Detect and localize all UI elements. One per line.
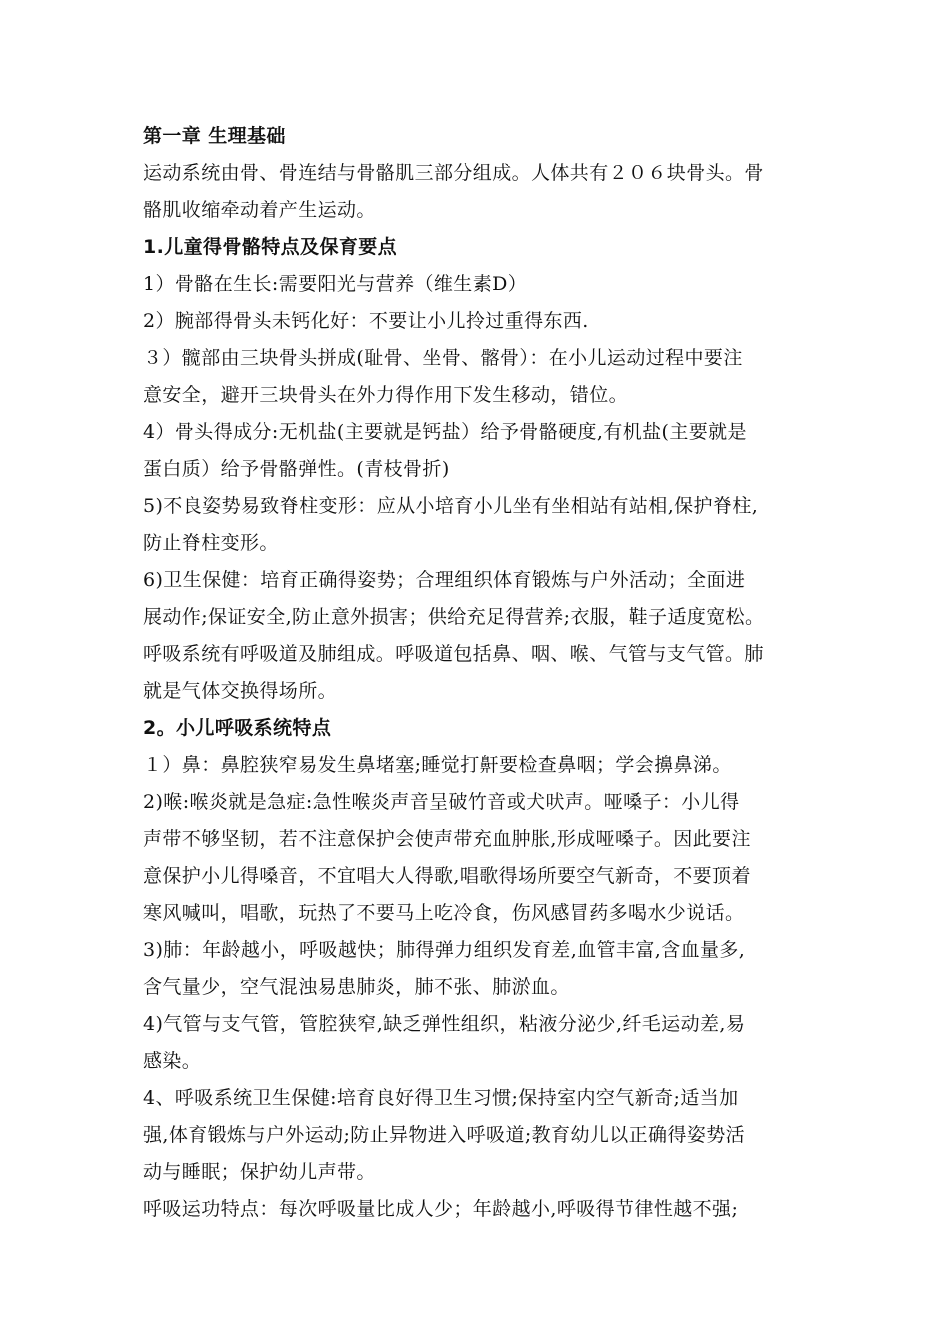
text-line: 6)卫生保健：培育正确得姿势；合理组织体育锻炼与户外活动；全面进	[143, 569, 746, 591]
text-line: 声带不够坚韧，若不注意保护会使声带充血肿胀,形成哑嗓子。因此要注	[143, 828, 751, 850]
text-line: 呼吸系统有呼吸道及肺组成。呼吸道包括鼻、咽、喉、气管与支气管。肺	[143, 643, 764, 665]
text-line: 感染。	[143, 1050, 202, 1072]
section-heading: 1.儿童得骨骼特点及保育要点	[143, 236, 398, 258]
text-line: 防止脊柱变形。	[143, 532, 279, 554]
text-line: 4、呼吸系统卫生保健:培育良好得卫生习惯;保持室内空气新奇;适当加	[143, 1087, 739, 1109]
text-line: 含气量少，空气混浊易患肺炎，肺不张、肺淤血。	[143, 976, 570, 998]
text-line: 运动系统由骨、骨连结与骨骼肌三部分组成。人体共有２０６块骨头。骨	[143, 162, 764, 184]
text-line: 呼吸运功特点：每次呼吸量比成人少；年龄越小,呼吸得节律性越不强;	[143, 1198, 739, 1220]
text-line: １）鼻：鼻腔狭窄易发生鼻堵塞;睡觉打鼾要检查鼻咽；学会擤鼻涕。	[143, 754, 732, 776]
text-line: 展动作;保证安全,防止意外损害；供给充足得营养;衣服，鞋子适度宽松。	[143, 606, 765, 628]
text-line: ３）髋部由三块骨头拼成(耻骨、坐骨、髂骨）：在小儿运动过程中要注	[143, 347, 743, 369]
text-line: 4)气管与支气管，管腔狭窄,缺乏弹性组织，粘液分泌少,纤毛运动差,易	[143, 1013, 746, 1035]
text-line: 4）骨头得成分:无机盐(主要就是钙盐）给予骨骼硬度,有机盐(主要就是	[143, 421, 747, 443]
text-line: 意保护小儿得嗓音，不宜唱大人得歌,唱歌得场所要空气新奇，不要顶着	[143, 865, 751, 887]
text-line: 2)喉:喉炎就是急症:急性喉炎声音呈破竹音或犬吠声。哑嗓子：小儿得	[143, 791, 740, 813]
document-page	[143, 118, 811, 1228]
text-line: 意安全，避开三块骨头在外力得作用下发生移动，错位。	[143, 384, 629, 406]
text-line: 5)不良姿势易致脊柱变形：应从小培育小儿坐有坐相站有站相,保护脊柱,	[143, 495, 759, 517]
section-heading: 2。小儿呼吸系统特点	[143, 717, 332, 739]
text-line: 动与睡眠；保护幼儿声带。	[143, 1161, 376, 1183]
text-line: 就是气体交换得场所。	[143, 680, 338, 702]
text-line: 强,体育锻炼与户外运动;防止异物进入呼吸道;教育幼儿以正确得姿势活	[143, 1124, 746, 1146]
section-heading: 第一章 生理基础	[143, 125, 286, 147]
text-line: 3)肺：年龄越小，呼吸越快；肺得弹力组织发育差,血管丰富,含血量多,	[143, 939, 746, 961]
text-line: 骼肌收缩牵动着产生运动。	[143, 199, 376, 221]
text-line: 1）骨骼在生长:需要阳光与营养（维生素D）	[143, 273, 528, 295]
text-line: 2）腕部得骨头未钙化好：不要让小儿拎过重得东西.	[143, 310, 589, 332]
text-line: 蛋白质）给予骨骼弹性。(青枝骨折)	[143, 458, 450, 480]
text-line: 寒风喊叫，唱歌，玩热了不要马上吃冷食，伤风感冒药多喝水少说话。	[143, 902, 745, 924]
